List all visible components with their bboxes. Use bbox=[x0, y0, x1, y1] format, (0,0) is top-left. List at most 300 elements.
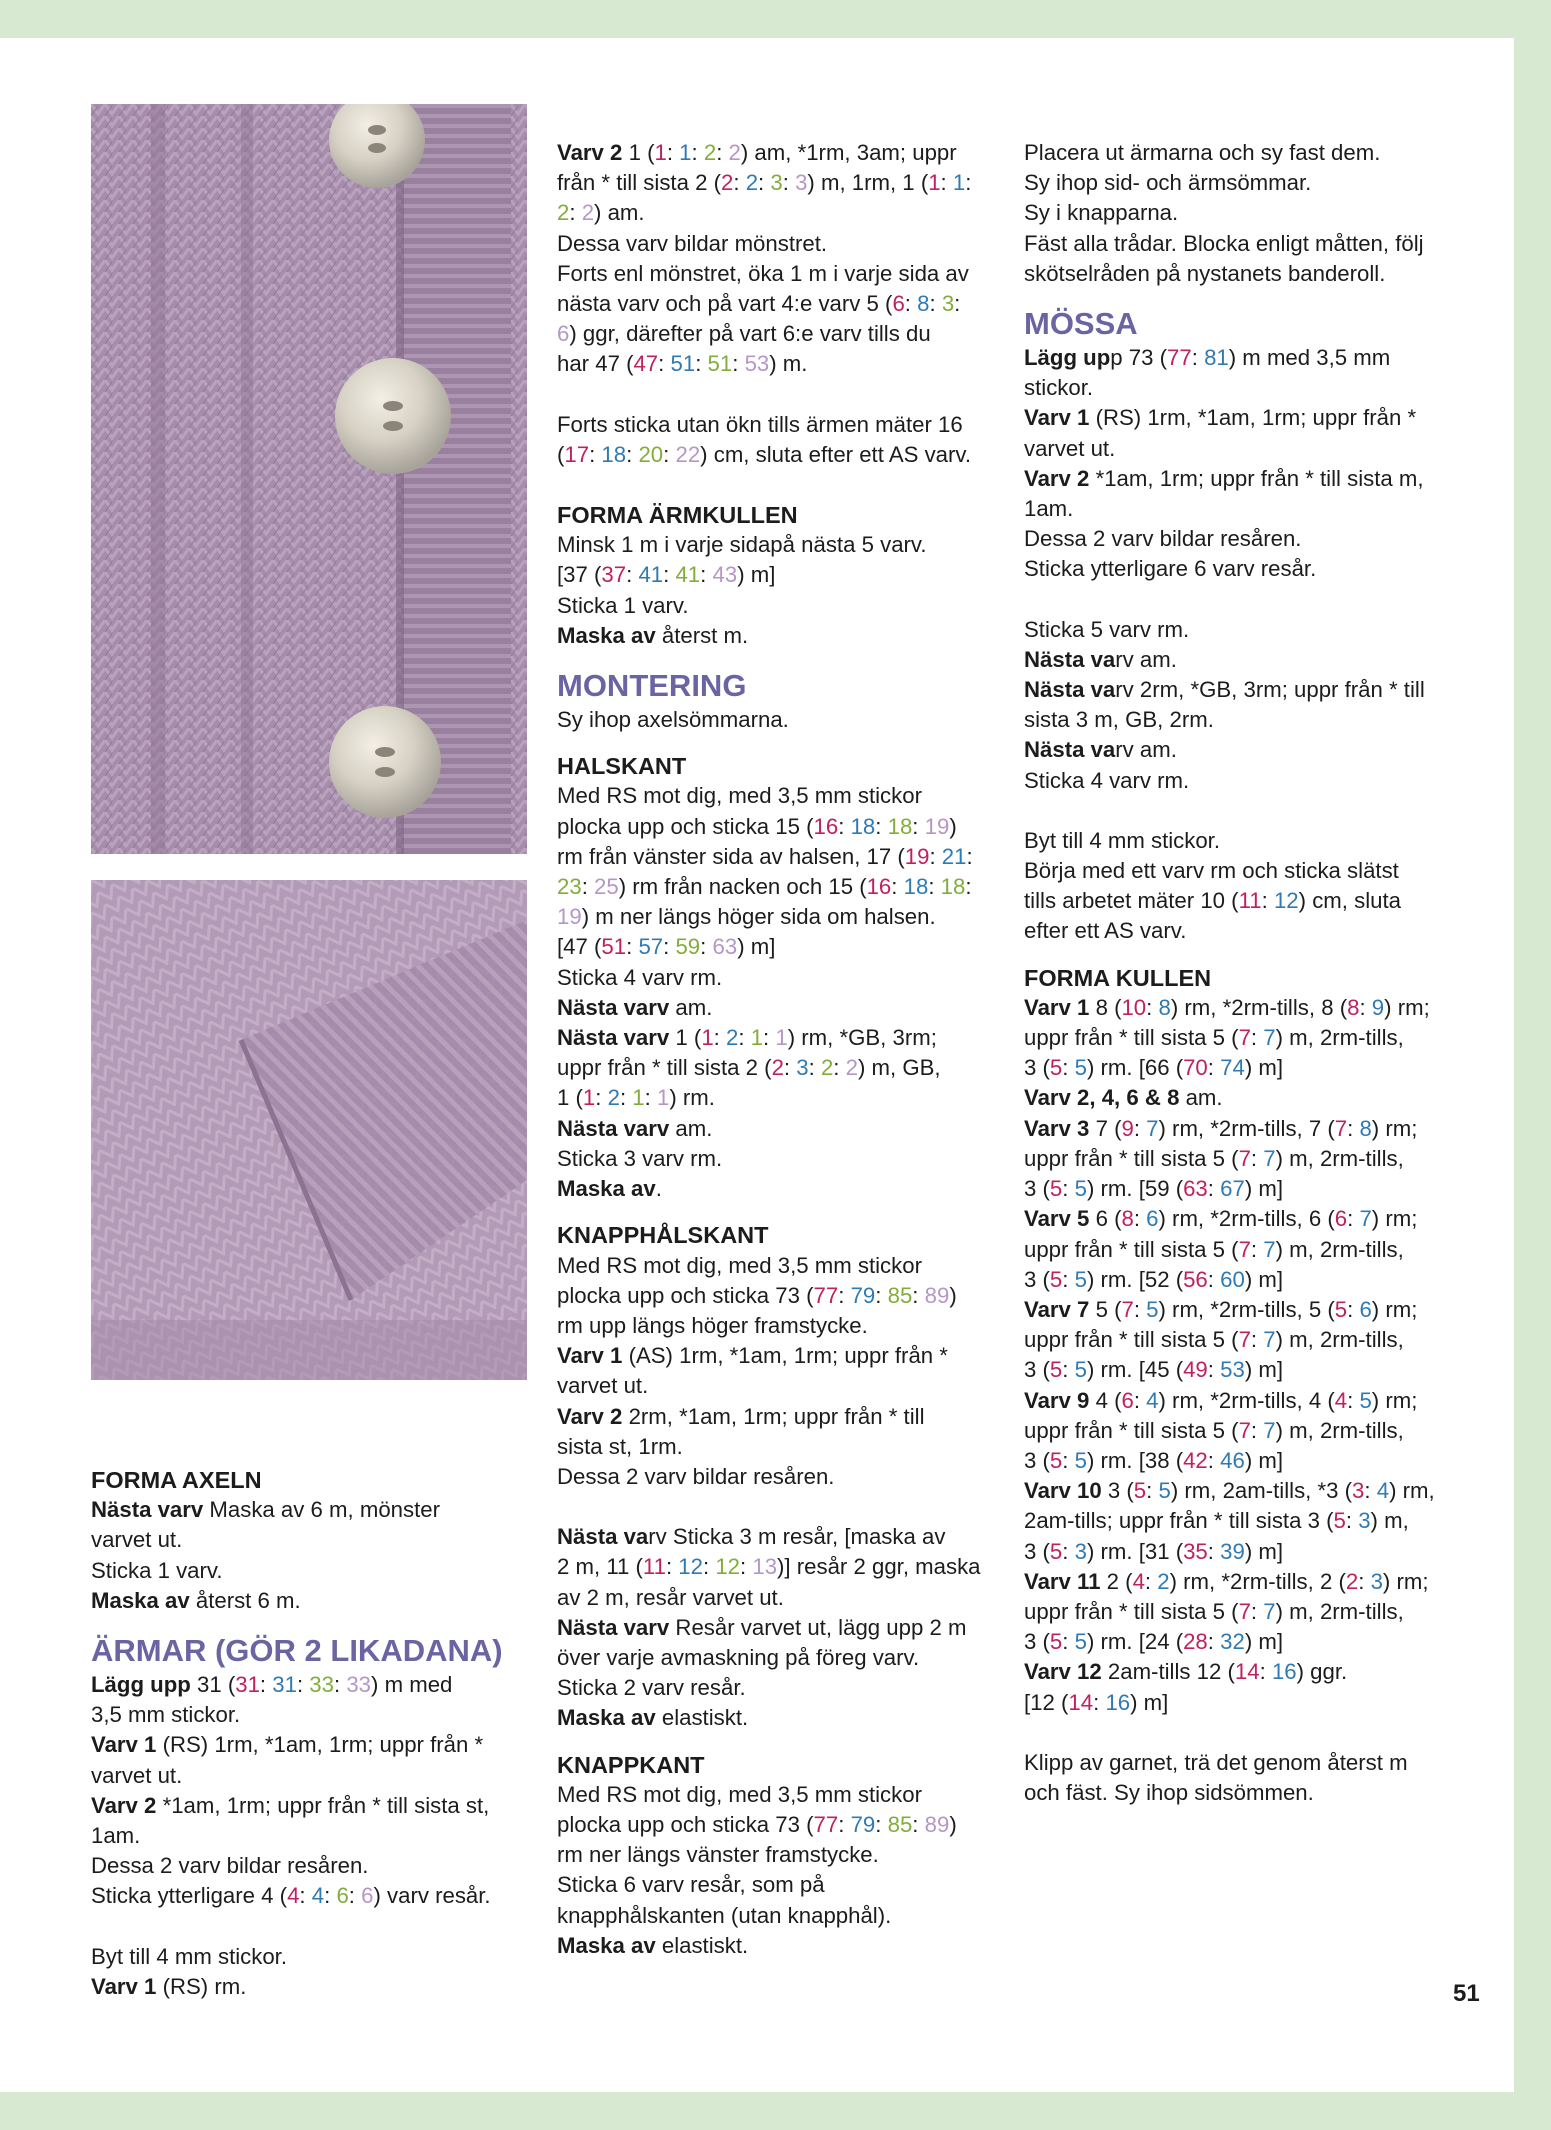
text-line: Placera ut ärmarna och sy fast dem. bbox=[1024, 140, 1381, 165]
size-value: 37 bbox=[601, 562, 627, 588]
text: : bbox=[1062, 1055, 1075, 1081]
text-line bbox=[557, 621, 997, 651]
size-value: 5 bbox=[1074, 1266, 1087, 1292]
text: ) rm; bbox=[1371, 1206, 1418, 1232]
size-value: 1 bbox=[656, 1085, 670, 1111]
text: ) m, 2rm-tills, bbox=[1275, 1025, 1404, 1051]
text-line bbox=[557, 319, 997, 349]
row-label: Varv 2 bbox=[557, 140, 623, 165]
size-value: 7 bbox=[1238, 1327, 1251, 1353]
text-line: Sy i knapparna. bbox=[1024, 200, 1179, 226]
text: ) m ner längs höger sida om halsen. bbox=[581, 904, 936, 930]
text: ) rm, *GB, 3rm; bbox=[787, 1025, 937, 1051]
text: : bbox=[1062, 1629, 1075, 1655]
text: : bbox=[1250, 1417, 1264, 1443]
text-line bbox=[91, 1791, 531, 1821]
size-value: 9 bbox=[1371, 994, 1385, 1020]
size-value: 79 bbox=[850, 1811, 876, 1837]
text: plocka upp och sticka 73 ( bbox=[557, 1811, 814, 1837]
size-value: 2 bbox=[581, 200, 595, 226]
text: ) am, *1rm, 3am; uppr bbox=[740, 140, 957, 165]
size-value: 81 bbox=[1204, 345, 1229, 371]
size-value: 2 bbox=[726, 1025, 739, 1051]
text-line: Med RS mot dig, med 3,5 mm stickor bbox=[557, 1252, 922, 1278]
size-value: 43 bbox=[712, 562, 738, 588]
size-value: 6 bbox=[336, 1883, 349, 1909]
size-value: 5 bbox=[1049, 1629, 1063, 1655]
text: am. bbox=[669, 1115, 713, 1141]
text-line bbox=[557, 1402, 997, 1432]
text: : bbox=[912, 1282, 925, 1308]
text: 7 ( bbox=[1089, 1115, 1122, 1141]
text: : bbox=[691, 140, 704, 165]
text: Resår varvet ut, lägg upp 2 m bbox=[669, 1614, 967, 1640]
text-line: Sticka 1 varv. bbox=[91, 1557, 223, 1583]
size-value: 4 bbox=[311, 1883, 325, 1909]
text-line: knapphålskanten (utan knapphål). bbox=[557, 1902, 892, 1928]
text: ) rm, *2rm-tills, 6 ( bbox=[1158, 1206, 1335, 1232]
text: ) m, 2rm-tills, bbox=[1275, 1236, 1404, 1262]
size-value: 5 bbox=[1049, 1447, 1063, 1473]
text: uppr från * till sista 5 ( bbox=[1024, 1417, 1239, 1443]
row-label: Varv 1 bbox=[1024, 405, 1090, 431]
text-line: och fäst. Sy ihop sidsömmen. bbox=[1024, 1779, 1314, 1805]
text-line: stickor. bbox=[1024, 375, 1094, 401]
size-value: 5 bbox=[1334, 1296, 1348, 1322]
text-line bbox=[1024, 1053, 1464, 1083]
text: : bbox=[1133, 1387, 1147, 1413]
size-value: 7 bbox=[1263, 1025, 1276, 1051]
text: : bbox=[1133, 1296, 1147, 1322]
text: : bbox=[912, 1811, 925, 1837]
text-line bbox=[557, 993, 997, 1023]
text: ) m. bbox=[769, 351, 808, 377]
text: [47 ( bbox=[557, 934, 602, 960]
cardigan-button-band-photo bbox=[91, 104, 527, 854]
text-line: varvet ut. bbox=[91, 1527, 183, 1553]
text: )] resår 2 ggr, maska bbox=[777, 1554, 981, 1580]
text-line: Dessa varv bildar mönstret. bbox=[557, 230, 828, 256]
text: ) rm. [52 ( bbox=[1086, 1266, 1184, 1292]
text-line bbox=[1024, 1144, 1464, 1174]
text: : bbox=[1345, 1508, 1359, 1534]
text: : bbox=[1364, 1478, 1377, 1504]
text-line: sista st, 1rm. bbox=[557, 1433, 683, 1459]
size-value: 8 bbox=[1158, 994, 1171, 1020]
text-line: över varje avmaskning på föreg varv. bbox=[557, 1644, 920, 1670]
text: : bbox=[875, 1811, 888, 1837]
text: 2rm, *1am, 1rm; uppr från * till bbox=[622, 1403, 925, 1429]
text: : bbox=[966, 843, 973, 869]
text: ) rm. [24 ( bbox=[1086, 1629, 1184, 1655]
text-line bbox=[557, 1083, 997, 1113]
text: ) varv resår. bbox=[373, 1883, 491, 1909]
text-line bbox=[1024, 1627, 1464, 1657]
text: : bbox=[732, 351, 745, 377]
size-value: 8 bbox=[917, 291, 930, 317]
size-value: 18 bbox=[903, 874, 929, 900]
size-value: 57 bbox=[638, 934, 664, 960]
text: ) rm; bbox=[1371, 1296, 1418, 1322]
size-value: 33 bbox=[346, 1672, 372, 1698]
text: ) ggr. bbox=[1296, 1659, 1348, 1685]
text: rv 2rm, *GB, 3rm; uppr från * till bbox=[1115, 677, 1425, 703]
size-value: 1 bbox=[952, 170, 966, 196]
text: : bbox=[1359, 994, 1372, 1020]
size-value: 19 bbox=[904, 843, 930, 869]
row-label: Nästa va bbox=[1024, 646, 1116, 672]
text: : bbox=[1146, 994, 1159, 1020]
text: : bbox=[1347, 1115, 1360, 1141]
text-line: Forts enl mönstret, öka 1 m i varje sida av bbox=[557, 260, 969, 286]
size-value: 5 bbox=[1049, 1055, 1063, 1081]
size-value: 3 bbox=[1370, 1568, 1383, 1594]
size-value: 3 bbox=[1074, 1538, 1087, 1564]
text: plocka upp och sticka 73 ( bbox=[557, 1282, 814, 1308]
size-value: 5 bbox=[1333, 1508, 1346, 1534]
text-line: Minsk 1 m i varje sidapå nästa 5 varv. bbox=[557, 532, 927, 558]
text: 3 ( bbox=[1024, 1538, 1050, 1564]
row-label: Nästa varv bbox=[557, 994, 670, 1020]
text: : bbox=[904, 291, 918, 317]
size-value: 47 bbox=[633, 351, 659, 377]
size-value: 2 bbox=[703, 140, 717, 165]
text: (RS) rm. bbox=[156, 1973, 247, 1999]
text: tills arbetet mäter 10 ( bbox=[1024, 888, 1239, 914]
text: ) rm; bbox=[1382, 1568, 1429, 1594]
text: p 73 ( bbox=[1110, 345, 1168, 371]
size-value: 1 bbox=[928, 170, 941, 196]
size-value: 20 bbox=[638, 441, 664, 467]
text-line bbox=[557, 1613, 997, 1643]
row-label: Varv 1 bbox=[91, 1973, 157, 1999]
text: uppr från * till sista 5 ( bbox=[1024, 1236, 1239, 1262]
text-line bbox=[557, 1341, 997, 1371]
text-line: rm ner längs vänster framstycke. bbox=[557, 1842, 879, 1868]
text: 1 ( bbox=[557, 1085, 583, 1111]
row-label: Maska av bbox=[557, 622, 656, 648]
heading-mossa: MÖSSA bbox=[1024, 306, 1138, 342]
size-value: 7 bbox=[1238, 1025, 1251, 1051]
size-value: 1 bbox=[775, 1025, 788, 1051]
text: ) m] bbox=[1244, 1266, 1284, 1292]
text-line bbox=[91, 1730, 531, 1760]
text-line bbox=[557, 932, 997, 962]
text-line bbox=[1024, 403, 1464, 433]
text: ) rm. [31 ( bbox=[1086, 1538, 1184, 1564]
size-value: 4 bbox=[1146, 1387, 1159, 1413]
text: ) m] bbox=[1244, 1447, 1284, 1473]
heading-knappkant: KNAPPKANT bbox=[557, 1751, 705, 1778]
text: uppr från * till sista 5 ( bbox=[1024, 1145, 1239, 1171]
size-value: 3 bbox=[941, 291, 955, 317]
text: ) m] bbox=[1244, 1055, 1284, 1081]
text-line: Sticka 3 varv rm. bbox=[557, 1145, 723, 1171]
text: 31 ( bbox=[190, 1672, 236, 1698]
size-value: 51 bbox=[601, 934, 627, 960]
size-value: 6 bbox=[557, 321, 570, 347]
text: : bbox=[1358, 1568, 1371, 1594]
size-value: 89 bbox=[924, 1282, 950, 1308]
text-line bbox=[1024, 735, 1464, 765]
text: : bbox=[1062, 1447, 1075, 1473]
text: 8 ( bbox=[1089, 994, 1122, 1020]
text: : bbox=[1261, 888, 1274, 914]
size-value: 7 bbox=[1334, 1115, 1348, 1141]
text-line bbox=[1024, 1235, 1464, 1265]
text-line: efter ett AS varv. bbox=[1024, 918, 1187, 944]
row-label: Nästa varv bbox=[557, 1025, 670, 1051]
row-label: Varv 2 bbox=[91, 1792, 157, 1818]
text-line: Sticka 1 varv. bbox=[557, 592, 689, 618]
size-value: 10 bbox=[1121, 994, 1147, 1020]
text: : bbox=[912, 813, 925, 839]
row-label: Varv 5 bbox=[1024, 1206, 1090, 1232]
size-value: 3 bbox=[770, 170, 783, 196]
size-value: 11 bbox=[642, 1554, 666, 1580]
text: : bbox=[1207, 1538, 1221, 1564]
size-value: 12 bbox=[715, 1554, 741, 1580]
text-line bbox=[557, 349, 997, 379]
text: : bbox=[1347, 1387, 1360, 1413]
text: från * till sista 2 ( bbox=[557, 170, 721, 196]
size-value: 5 bbox=[1074, 1447, 1087, 1473]
text: ) m] bbox=[737, 934, 776, 960]
text: ) rm; bbox=[1371, 1387, 1418, 1413]
size-value: 85 bbox=[887, 1282, 913, 1308]
text: : bbox=[581, 874, 595, 900]
size-value: 8 bbox=[1359, 1115, 1372, 1141]
size-value: 25 bbox=[594, 874, 619, 900]
text: ) am. bbox=[594, 200, 645, 226]
text: : bbox=[644, 1085, 657, 1111]
text: ) cm, sluta bbox=[1298, 888, 1401, 914]
text-line: sista 3 m, GB, 2rm. bbox=[1024, 707, 1214, 733]
size-value: 1 bbox=[701, 1025, 714, 1051]
size-value: 2 bbox=[820, 1055, 834, 1081]
size-value: 5 bbox=[1146, 1296, 1159, 1322]
text: : bbox=[589, 441, 602, 467]
size-value: 6 bbox=[1359, 1296, 1372, 1322]
text: 5 ( bbox=[1089, 1296, 1122, 1322]
text: : bbox=[663, 562, 676, 588]
text: Sticka ytterligare 4 ( bbox=[91, 1883, 288, 1909]
text: : bbox=[1250, 1025, 1264, 1051]
text: ) rm. [59 ( bbox=[1086, 1176, 1184, 1202]
row-label: Maska av bbox=[557, 1176, 656, 1202]
text: ) bbox=[949, 1811, 957, 1837]
row-label: Maska av bbox=[557, 1705, 656, 1731]
text-line: Dessa 2 varv bildar resåren. bbox=[91, 1853, 369, 1879]
size-value: 56 bbox=[1183, 1266, 1208, 1292]
size-value: 5 bbox=[1359, 1387, 1372, 1413]
text-line: Sticka 4 varv rm. bbox=[1024, 767, 1190, 793]
text: : bbox=[738, 1025, 751, 1051]
text: *1am, 1rm; uppr från * till sista st, bbox=[156, 1792, 490, 1818]
size-value: 79 bbox=[850, 1282, 876, 1308]
text: : bbox=[1144, 1568, 1158, 1594]
text: : bbox=[1207, 1447, 1221, 1473]
size-value: 2 bbox=[845, 1055, 858, 1081]
text: : bbox=[716, 140, 729, 165]
text-line: 1am. bbox=[91, 1823, 141, 1849]
text: : bbox=[1062, 1266, 1075, 1292]
text: ) rm, *2rm-tills, 4 ( bbox=[1158, 1387, 1335, 1413]
text: rv am. bbox=[1115, 646, 1177, 672]
size-value: 11 bbox=[1238, 888, 1262, 914]
text: ) m] bbox=[1244, 1176, 1284, 1202]
text: 3 ( bbox=[1024, 1447, 1050, 1473]
size-value: 41 bbox=[638, 562, 664, 588]
text-line: av 2 m, resår varvet ut. bbox=[557, 1584, 784, 1610]
text: ) m med 3,5 mm bbox=[1228, 345, 1391, 371]
sleeve-texture-image bbox=[91, 880, 527, 1380]
text: : bbox=[713, 1025, 726, 1051]
size-value: 4 bbox=[1132, 1568, 1145, 1594]
text: återst 6 m. bbox=[189, 1587, 301, 1613]
text: ) rm. [66 ( bbox=[1086, 1055, 1184, 1081]
size-value: 3 bbox=[1358, 1508, 1371, 1534]
text: ) m] bbox=[1244, 1538, 1284, 1564]
text: : bbox=[875, 813, 888, 839]
size-value: 77 bbox=[813, 1811, 839, 1837]
row-label: Nästa varv bbox=[557, 1614, 670, 1640]
size-value: 18 bbox=[940, 874, 966, 900]
text: uppr från * till sista 5 ( bbox=[1024, 1025, 1239, 1051]
size-value: 59 bbox=[675, 934, 701, 960]
text: : bbox=[833, 1055, 846, 1081]
text: ) m med bbox=[371, 1672, 453, 1698]
text: : bbox=[658, 351, 671, 377]
size-value: 7 bbox=[1238, 1145, 1251, 1171]
text: : bbox=[1207, 1176, 1221, 1202]
size-value: 63 bbox=[1183, 1176, 1208, 1202]
size-value: 63 bbox=[712, 934, 738, 960]
text-line bbox=[557, 902, 997, 932]
text-line: Sticka ytterligare 6 varv resår. bbox=[1024, 556, 1317, 582]
text: ) ggr, därefter på vart 6:e varv tills du bbox=[569, 321, 931, 347]
text-column-3 bbox=[1024, 138, 1464, 1808]
text: ) m] bbox=[1130, 1689, 1169, 1715]
size-value: 5 bbox=[1158, 1478, 1171, 1504]
text-line bbox=[557, 1281, 997, 1311]
text-line: 1am. bbox=[1024, 496, 1074, 522]
text: : bbox=[666, 140, 680, 165]
text: uppr från * till sista 2 ( bbox=[557, 1055, 772, 1081]
size-value: 18 bbox=[887, 813, 913, 839]
text-line bbox=[557, 440, 997, 470]
row-label: Varv 11 bbox=[1024, 1568, 1101, 1594]
text: ) rm. [38 ( bbox=[1086, 1447, 1184, 1473]
size-value: 5 bbox=[1074, 1357, 1087, 1383]
row-label: Varv 1 bbox=[1024, 994, 1090, 1020]
row-label: Varv 1 bbox=[557, 1343, 623, 1369]
text: am. bbox=[669, 994, 713, 1020]
text: : bbox=[1347, 1296, 1360, 1322]
text: ) rm, *2rm-tills, 8 ( bbox=[1170, 994, 1348, 1020]
text-line bbox=[557, 812, 997, 842]
size-value: 5 bbox=[1074, 1055, 1087, 1081]
size-value: 4 bbox=[1334, 1387, 1348, 1413]
text: : bbox=[1146, 1478, 1159, 1504]
text: 2am-tills; uppr från * till sista 3 ( bbox=[1024, 1508, 1334, 1534]
text-line bbox=[557, 289, 997, 319]
text: : bbox=[965, 170, 972, 196]
size-value: 6 bbox=[1146, 1206, 1159, 1232]
text-line bbox=[1024, 1506, 1464, 1536]
text-line: Klipp av garnet, trä det genom återst m bbox=[1024, 1749, 1408, 1775]
text: ) m] bbox=[1244, 1629, 1284, 1655]
text-line bbox=[557, 1023, 997, 1053]
text-line bbox=[557, 872, 997, 902]
size-value: 21 bbox=[941, 843, 967, 869]
size-value: 7 bbox=[1146, 1115, 1159, 1141]
size-value: 7 bbox=[1238, 1598, 1251, 1624]
heading-forma-axeln: FORMA AXELN bbox=[91, 1467, 262, 1493]
text: ) rm, *2rm-tills, 5 ( bbox=[1158, 1296, 1335, 1322]
size-value: 8 bbox=[1121, 1206, 1134, 1232]
text: : bbox=[1133, 1206, 1147, 1232]
size-value: 22 bbox=[675, 441, 701, 467]
size-value: 2 bbox=[771, 1055, 784, 1081]
text: : bbox=[929, 291, 942, 317]
size-value: 7 bbox=[1263, 1598, 1276, 1624]
row-label: Varv 2, 4, 6 & 8 bbox=[1024, 1085, 1180, 1111]
row-label: Nästa va bbox=[1024, 737, 1116, 763]
text-line: skötselråden på nystanets banderoll. bbox=[1024, 260, 1386, 286]
text: ) m] bbox=[1244, 1357, 1284, 1383]
size-value: 77 bbox=[1167, 345, 1192, 371]
text: : bbox=[838, 1282, 851, 1308]
text: 1 ( bbox=[669, 1025, 702, 1051]
text-column-1 bbox=[91, 1465, 531, 2002]
text: : bbox=[348, 1883, 362, 1909]
text: : bbox=[702, 1554, 716, 1580]
size-value: 31 bbox=[235, 1672, 260, 1698]
size-value: 60 bbox=[1220, 1266, 1245, 1292]
text-line bbox=[1024, 1537, 1464, 1567]
text-line bbox=[1024, 1295, 1464, 1325]
text: : bbox=[1191, 345, 1205, 371]
text-line: Sticka 6 varv resår, som på bbox=[557, 1872, 825, 1898]
text: : bbox=[838, 813, 851, 839]
text: : bbox=[954, 291, 961, 317]
size-value: 53 bbox=[1220, 1357, 1245, 1383]
text: : bbox=[1207, 1266, 1221, 1292]
text: 1 ( bbox=[622, 140, 655, 165]
size-value: 12 bbox=[678, 1554, 703, 1580]
text: ) bbox=[949, 1282, 957, 1308]
text: ) rm. [45 ( bbox=[1086, 1357, 1184, 1383]
text: ( bbox=[557, 441, 565, 467]
text: ) rm, 2am-tills, *3 ( bbox=[1170, 1478, 1353, 1504]
size-value: 49 bbox=[1183, 1357, 1208, 1383]
text: ) m, 2rm-tills, bbox=[1275, 1327, 1404, 1353]
text-line bbox=[1024, 1416, 1464, 1446]
text: 2 m, 11 ( bbox=[557, 1554, 643, 1580]
sleeve-cuff-photo bbox=[91, 880, 527, 1380]
size-value: 2 bbox=[721, 170, 734, 196]
size-value: 2 bbox=[728, 140, 741, 165]
text-line bbox=[1024, 1476, 1464, 1506]
row-label: Varv 2 bbox=[557, 1403, 623, 1429]
text: 2 ( bbox=[1100, 1568, 1133, 1594]
size-value: 5 bbox=[1133, 1478, 1147, 1504]
text: : bbox=[626, 441, 639, 467]
size-value: 7 bbox=[1121, 1296, 1134, 1322]
size-value: 6 bbox=[361, 1883, 374, 1909]
knit-texture-image bbox=[91, 104, 527, 854]
